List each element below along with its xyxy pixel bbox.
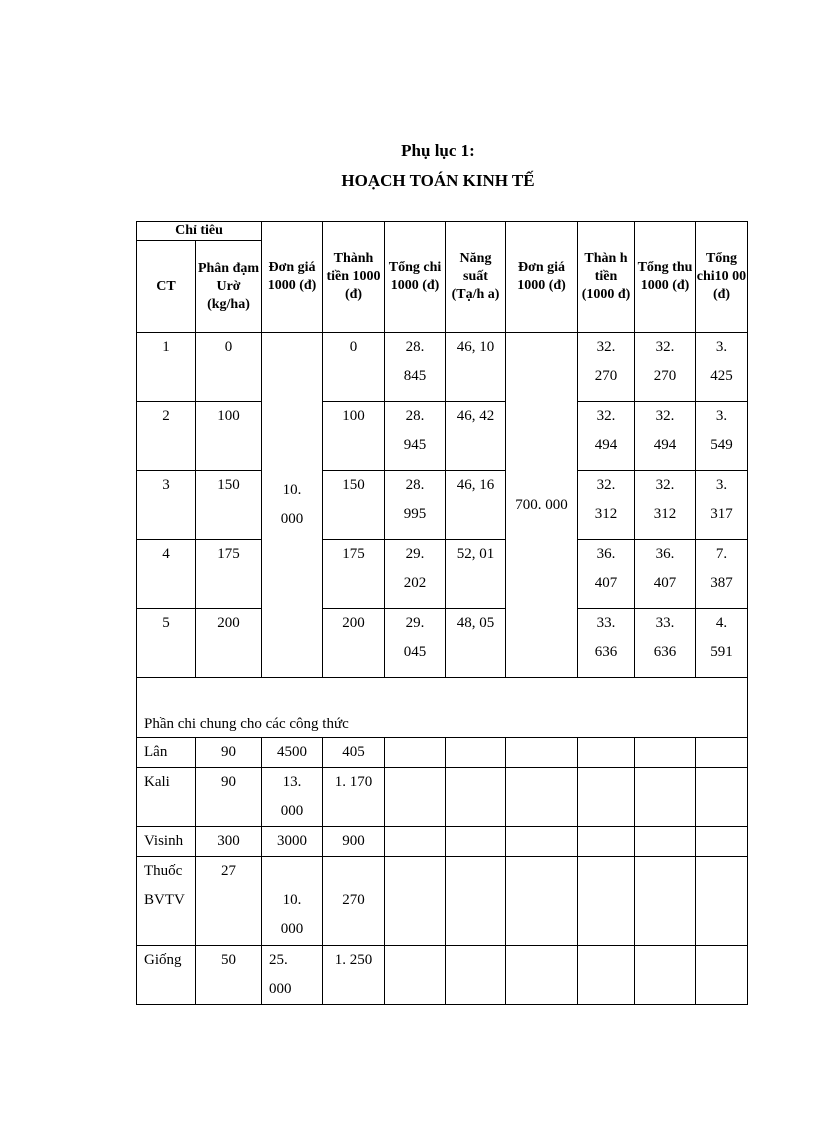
cell-thanh-tien: 100 xyxy=(323,402,385,471)
item-name: Kali xyxy=(137,768,196,827)
cell-nang-suat: 46, 10 xyxy=(446,333,506,402)
list-item xyxy=(137,768,748,827)
item-price xyxy=(262,946,323,1005)
tong-chi-value: 28. 945 xyxy=(403,408,427,453)
cell-thanh-tien-2 xyxy=(578,609,635,678)
cell-thanh-tien-2 xyxy=(578,471,635,540)
cell-tong-thu xyxy=(635,402,696,471)
table-row xyxy=(137,540,748,609)
cell-tong-chi-lai xyxy=(696,471,748,540)
cell-phan-dam: 100 xyxy=(196,402,262,471)
item-total: 270 xyxy=(323,857,385,946)
cell-ct: 2 xyxy=(137,402,196,471)
list-item xyxy=(137,738,748,768)
tong-chi-lai-value: 3. 317 xyxy=(710,477,733,522)
economic-table xyxy=(136,221,748,1005)
header-tong-chi-lai: Tổng chi10 00 (đ) xyxy=(696,222,748,333)
header-thanh-tien: Thành tiền 1000 (đ) xyxy=(323,222,385,333)
tong-chi-lai-value: 7. 387 xyxy=(710,546,733,591)
item-price xyxy=(262,857,323,946)
tong-chi-value: 29. 045 xyxy=(403,615,427,660)
item-name: Visinh xyxy=(137,827,196,857)
cell-ct: 1 xyxy=(137,333,196,402)
item-total: 1. 170 xyxy=(323,768,385,827)
header-chi-tieu: Chỉ tiêu xyxy=(137,222,262,241)
cell-tong-thu xyxy=(635,540,696,609)
item-qty: 27 xyxy=(196,857,262,946)
item-price xyxy=(262,768,323,827)
item-price-value: 13. 000 xyxy=(280,774,304,819)
document-title: HOẠCH TOÁN KINH TẾ xyxy=(341,171,535,190)
header-tong-chi: Tổng chi 1000 (đ) xyxy=(385,222,446,333)
item-qty: 90 xyxy=(196,738,262,768)
item-total: 1. 250 xyxy=(323,946,385,1005)
thanh-tien-2-value: 33. 636 xyxy=(594,615,618,660)
tong-chi-lai-value: 3. 425 xyxy=(710,339,733,384)
cell-ct: 5 xyxy=(137,609,196,678)
tong-thu-value: 33. 636 xyxy=(653,615,677,660)
cell-thanh-tien: 150 xyxy=(323,471,385,540)
list-item xyxy=(137,946,748,1005)
item-price-value: 25. 000 xyxy=(269,952,292,997)
cell-nang-suat: 46, 16 xyxy=(446,471,506,540)
header-ct: CT xyxy=(137,241,196,333)
cell-tong-chi-lai xyxy=(696,402,748,471)
don-gia-value: 10. 000 xyxy=(280,482,304,527)
cell-nang-suat: 48, 05 xyxy=(446,609,506,678)
header-phan-dam: Phân đạm Urờ (kg/ha) xyxy=(196,241,262,333)
item-name: Giống xyxy=(137,946,196,1005)
item-qty: 90 xyxy=(196,768,262,827)
cell-tong-chi-lai xyxy=(696,333,748,402)
cell-nang-suat: 46, 42 xyxy=(446,402,506,471)
tong-chi-value: 29. 202 xyxy=(403,546,427,591)
cell-don-gia-merged xyxy=(262,333,323,678)
thanh-tien-2-value: 36. 407 xyxy=(594,546,618,591)
table-row xyxy=(137,471,748,540)
header-don-gia: Đơn giá 1000 (đ) xyxy=(262,222,323,333)
cell-tong-chi xyxy=(385,540,446,609)
item-name: Lân xyxy=(137,738,196,768)
cell-thanh-tien: 0 xyxy=(323,333,385,402)
cell-tong-chi xyxy=(385,609,446,678)
item-total: 900 xyxy=(323,827,385,857)
cell-phan-dam: 0 xyxy=(196,333,262,402)
cell-tong-chi xyxy=(385,471,446,540)
header-thanh-tien-2: Thàn h tiền (1000 đ) xyxy=(578,222,635,333)
appendix-title: Phụ lục 1: xyxy=(401,141,475,160)
cell-ct: 4 xyxy=(137,540,196,609)
list-item xyxy=(137,857,748,946)
tong-chi-lai-value: 4. 591 xyxy=(710,615,733,660)
common-cost-label: Phần chi chung cho các công thức xyxy=(137,678,748,738)
item-price-value: 10. 000 xyxy=(280,892,304,937)
tong-chi-value: 28. 845 xyxy=(403,339,427,384)
table-row xyxy=(137,402,748,471)
table-row xyxy=(137,333,748,402)
tong-thu-value: 36. 407 xyxy=(653,546,677,591)
cell-tong-thu xyxy=(635,471,696,540)
header-tong-thu: Tổng thu 1000 (đ) xyxy=(635,222,696,333)
tong-chi-value: 28. 995 xyxy=(403,477,427,522)
cell-tong-thu xyxy=(635,333,696,402)
cell-tong-chi xyxy=(385,333,446,402)
tong-chi-lai-value: 3. 549 xyxy=(710,408,733,453)
cell-tong-chi-lai xyxy=(696,540,748,609)
item-name xyxy=(137,857,196,946)
cell-ct: 3 xyxy=(137,471,196,540)
cell-phan-dam: 175 xyxy=(196,540,262,609)
cell-thanh-tien-2 xyxy=(578,333,635,402)
tong-thu-value: 32. 270 xyxy=(653,339,677,384)
cell-phan-dam: 150 xyxy=(196,471,262,540)
cell-thanh-tien: 200 xyxy=(323,609,385,678)
tong-thu-value: 32. 494 xyxy=(653,408,677,453)
item-price: 4500 xyxy=(262,738,323,768)
cell-thanh-tien: 175 xyxy=(323,540,385,609)
cell-nang-suat: 52, 01 xyxy=(446,540,506,609)
cell-thanh-tien-2 xyxy=(578,540,635,609)
thanh-tien-2-value: 32. 312 xyxy=(594,477,618,522)
table-row xyxy=(137,609,748,678)
cell-thanh-tien-2 xyxy=(578,402,635,471)
item-total: 405 xyxy=(323,738,385,768)
item-price: 3000 xyxy=(262,827,323,857)
cell-tong-chi-lai xyxy=(696,609,748,678)
item-qty: 300 xyxy=(196,827,262,857)
cell-don-gia-2-merged: 700. 000 xyxy=(506,333,578,678)
cell-tong-chi xyxy=(385,402,446,471)
cell-tong-thu xyxy=(635,609,696,678)
list-item xyxy=(137,827,748,857)
header-nang-suat: Năng suất (Tạ/h a) xyxy=(446,222,506,333)
cell-phan-dam: 200 xyxy=(196,609,262,678)
header-don-gia-2: Đơn giá 1000 (đ) xyxy=(506,222,578,333)
item-name-value: Thuốc BVTV xyxy=(144,863,185,908)
thanh-tien-2-value: 32. 494 xyxy=(594,408,618,453)
tong-thu-value: 32. 312 xyxy=(653,477,677,522)
item-qty: 50 xyxy=(196,946,262,1005)
thanh-tien-2-value: 32. 270 xyxy=(594,339,618,384)
